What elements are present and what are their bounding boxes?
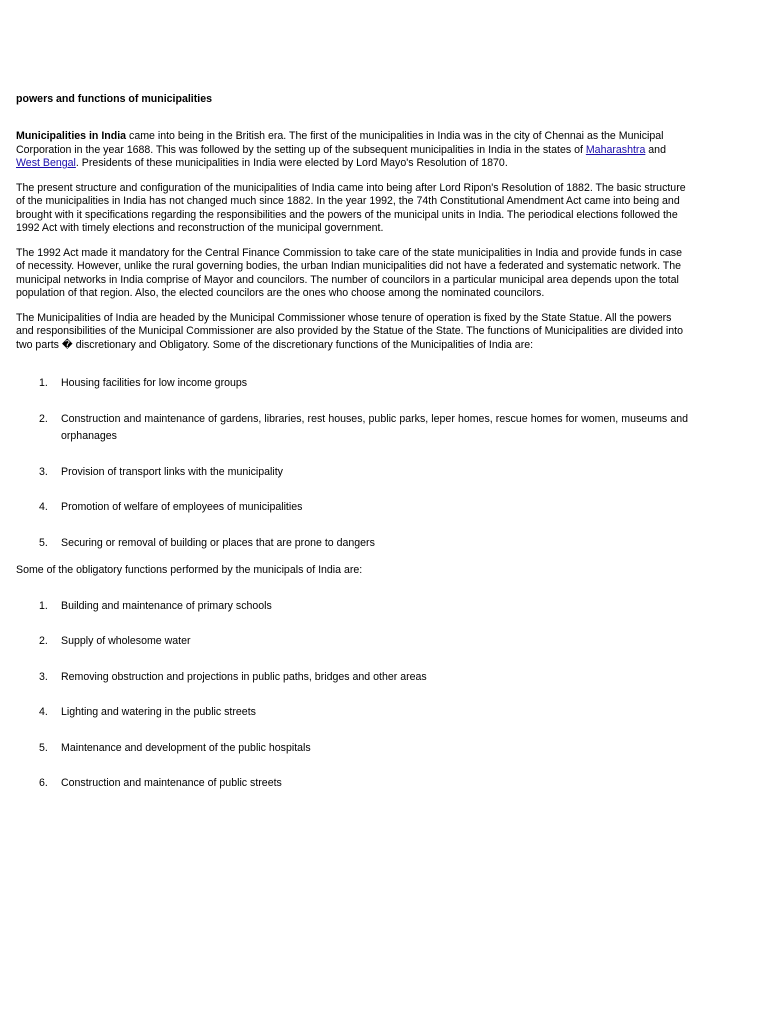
list-number: 1.	[39, 377, 48, 389]
list-number: 4.	[39, 501, 48, 513]
list-number: 4.	[39, 706, 48, 718]
list-number: 6.	[39, 777, 48, 789]
list-item	[16, 669, 688, 687]
list-number: 5.	[39, 536, 48, 549]
link-maharashtra[interactable]: Maharashtra	[585, 143, 646, 156]
list-text: Supply of wholesome water	[61, 635, 191, 647]
intro-text-1: came into being in the British era. The first of the municipalities in India was in the city of Chennai as the Municipal Corporation in the year 1688. This was followed by the setting up of the subsequent municipalities in India in the states of	[16, 130, 664, 156]
paragraph-commissioner: The Municipalities of India are headed by the Municipal Commissioner whose tenure of operation is fixed by the State Statue. All the powers and responsibilities of the Municipal Commissioner are also provided by the Statue of the State. The functions of Municipalities are divided into two parts � discretionary and Obligatory. Some of the discretionary functions of the Municipalities of India are:	[16, 311, 683, 351]
paragraph-1992-act: The 1992 Act made it mandatory for the Central Finance Commission to take care of the state municipalities in India and provide funds in case of necessity. However, unlike the rural governing bodies, the urban Indian municipalities did not have a federated and systematic network. The municipal networks in India comprise of Mayor and councilors. The number of councilors in a particular municipal area depends upon the total population of that region. Also, the elected councilors are the ones who choose among the nominated councilors.	[16, 246, 682, 299]
list-text: Securing or removal of building or places that are prone to dangers	[61, 536, 375, 549]
list-item	[16, 535, 688, 553]
list-text: Promotion of welfare of employees of municipalities	[61, 501, 303, 513]
discretionary-functions-list	[16, 375, 688, 552]
link-west-bengal[interactable]: West Bengal	[16, 157, 76, 169]
obligatory-intro: Some of the obligatory functions performed by the municipals of India are:	[16, 564, 363, 576]
list-item	[16, 704, 688, 722]
paragraph-structure: The present structure and configuration of the municipalities of India came into being after Lord Ripon's Resolution of 1882. The basic structure of the municipalities in India has not changed much since 1882. In the year 1992, the 74th Constitutional Amendment Act came into being and brought with it specifications regarding the responsibilities and the powers of the municipal units in India. The periodical elections followed the 1992 Act with timely elections and reconstruction of the municipal government.	[16, 181, 686, 234]
list-number: 3.	[39, 670, 48, 683]
obligatory-functions-list	[16, 598, 688, 793]
list-item	[16, 740, 688, 758]
list-number: 2.	[39, 412, 48, 425]
list-item	[16, 411, 688, 446]
list-text: Housing facilities for low income groups	[61, 377, 248, 389]
list-item	[16, 775, 688, 793]
list-item	[16, 375, 688, 393]
list-text: Building and maintenance of primary schools	[61, 599, 272, 612]
list-number: 1.	[39, 599, 48, 612]
list-number: 2.	[39, 635, 48, 647]
list-text: Construction and maintenance of public streets	[61, 777, 282, 789]
list-text: Construction and maintenance of gardens, libraries, rest houses, public parks, leper homes, rescue homes for women, museums and orphanages	[61, 412, 688, 442]
intro-paragraph	[16, 130, 688, 171]
list-text: Provision of transport links with the municipality	[61, 465, 283, 478]
list-text: Removing obstruction and projections in public paths, bridges and other areas	[61, 670, 427, 683]
list-item	[16, 464, 688, 482]
list-text: Lighting and watering in the public streets	[61, 706, 256, 718]
list-number: 3.	[39, 465, 48, 478]
list-text: Maintenance and development of the public hospitals	[61, 741, 311, 754]
list-number: 5.	[39, 741, 48, 754]
document-title: powers and functions of municipalities	[16, 93, 213, 105]
intro-text-2: and	[645, 143, 666, 156]
list-item	[16, 499, 688, 517]
list-item	[16, 633, 688, 651]
intro-lead: Municipalities in India	[16, 130, 127, 142]
list-item	[16, 598, 688, 616]
intro-text-3: . Presidents of these municipalities in India were elected by Lord Mayo's Resolution of 1870.	[75, 157, 508, 169]
